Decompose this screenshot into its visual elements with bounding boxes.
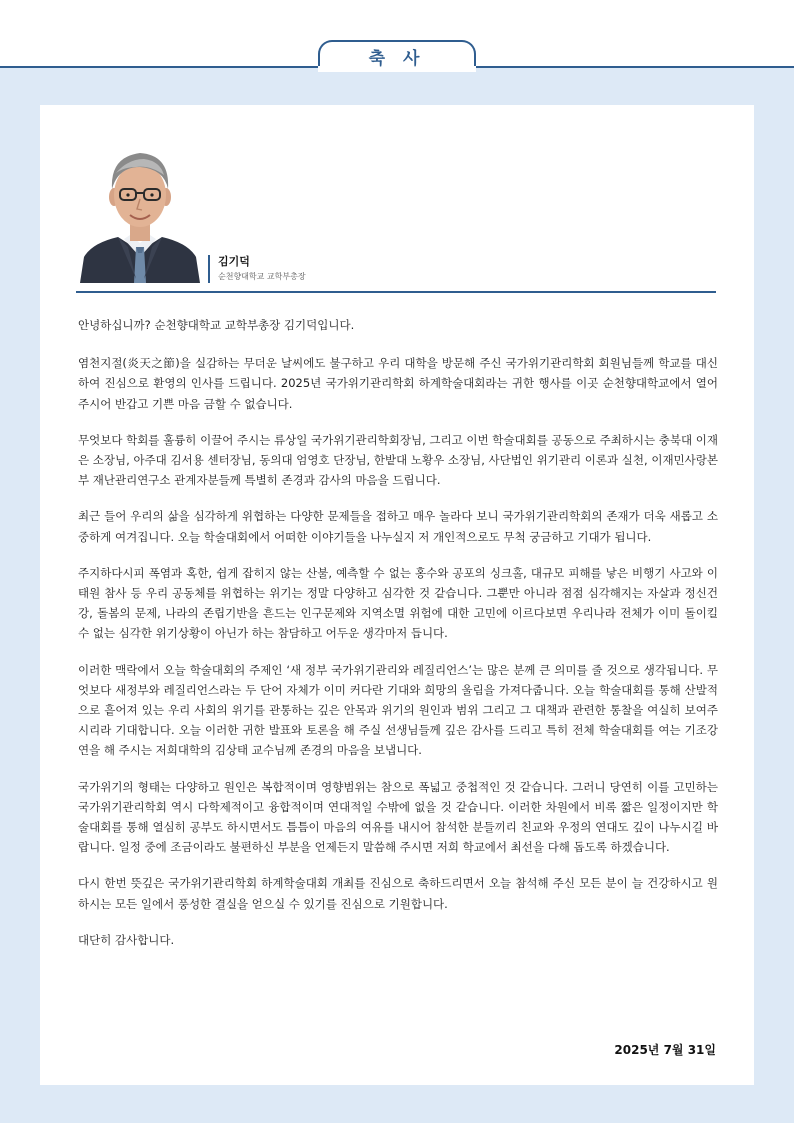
author-photo [78,139,202,283]
author-caption [208,255,306,283]
paragraph: 무엇보다 학회를 훌륭히 이끌어 주시는 류상일 국가위기관리학회장님, 그리고 이번 학술대회를 공동으로 주최하시는 충북대 이재은 소장님, 아주대 김서용 센터장님, 동의대 엄영호 단장님, 한밭대 노황우 소장님, 사단법인 위기관리 이론과 실천, 이재민사랑본부 재난관리연구소 관계자분들께 특별히 존경과 감사의 마음을 드립니다. [78,432,718,488]
page-title: 축 사 [368,49,426,69]
paragraph: 주지하다시피 폭염과 혹한, 쉽게 잡히지 않는 산불, 예측할 수 없는 홍수와 공포의 싱크홀, 대규모 피해를 낳은 비행기 사고와 이태원 참사 등 우리 공동체를 위협하는 위기는 정말 다양하고 심각한 것 같습니다. 그뿐만 아니라 점점 심각해지는 자살과 정신건강, 돌봄의 문제, 나라의 존립기반을 흔드는 인구문제와 지역소멸 위험에 대한 고민에 이르다보면 우리나라 전체가 이미 돌이킬 수 없는 심각한 위기상황이 아닌가 하는 참담하고 어두운 생각마저 듭니다. [78,565,718,641]
paragraph: 다시 한번 뜻깊은 국가위기관리학회 하계학술대회 개최를 진심으로 축하드리면서 오늘 참석해 주신 모든 분이 늘 건강하시고 원하시는 모든 일에서 풍성한 결실을 얻으실 수 있기를 진심으로 기원합니다. [78,876,718,911]
author-name: 김기덕 [218,255,250,268]
paragraph: 염천지절(炎天之節)을 실감하는 무더운 날씨에도 불구하고 우리 대학을 방문해 주신 국가위기관리학회 회원님들께 학교를 대신하여 진심으로 환영의 인사를 드립니다. 2025년 국가위기관리학회 하계학술대회라는 귀한 행사를 이곳 순천향대학교에서 열어 주시어 반갑고 기쁜 마음 금할 수 없습니다. [78,356,718,411]
author-affiliation: 순천향대학교 교학부총장 [218,272,306,281]
paragraph: 최근 들어 우리의 삶을 심각하게 위협하는 다양한 문제들을 접하고 매우 놀라다 보니 국가위기관리학회의 존재가 더욱 새롭고 소중하게 여겨집니다. 오늘 학술대회에서 어떠한 이야기들을 나누실지 저 개인적으로도 무척 궁금하고 기대가 됩니다. [78,509,718,544]
letter-panel [40,105,754,1085]
portrait-illustration [78,139,202,283]
paragraph: 이러한 맥락에서 오늘 학술대회의 주제인 ‘새 정부 국가위기관리와 레질리언스’는 많은 분께 큰 의미를 줄 것으로 생각됩니다. 무엇보다 새정부와 레질리언스라는 두 단어 자체가 이미 커다란 기대와 희망의 울림을 가져다줍니다. 오늘 학술대회를 통해 산발적으로 흩어져 있는 우리 사회의 위기를 관통하는 깊은 안목과 위기의 원인과 범위 그리고 그 대책과 관련한 통찰을 여실히 보여주시리라 기대합니다. 오늘 이러한 귀한 발표와 토론을 해 주실 선생님들께 깊은 감사를 드리고 특히 전체 학술대회를 여는 기조강연을 해 주시는 저희대학의 김상태 교수님께 존경의 마음을 보냅니다. [78,662,718,758]
closing-paragraph: 대단히 감사합니다. [78,932,175,947]
divider-line [76,291,716,293]
letter-date: 2025년 7월 31일 [614,1043,716,1057]
paragraph: 국가위기의 형태는 다양하고 원인은 복합적이며 영향범위는 참으로 폭넓고 중첩적인 것 같습니다. 그러니 당연히 이를 고민하는 국가위기관리학회 역시 다학제적이고 융합적이며 연대적일 수밖에 없을 것 같습니다. 이러한 차원에서 비록 짧은 일정이지만 학술대회를 통해 열심히 공부도 하시면서도 틈틈이 마음의 여유를 내시어 참석한 분들끼리 친교와 우정의 연대도 깊이 나누시길 바랍니다. 일정 중에 조금이라도 불편하신 부분을 언제든지 말씀해 주시면 저희 학교에서 최선을 다해 돕도록 하겠습니다. [78,779,718,855]
letter-body [78,315,718,966]
greeting-paragraph: 안녕하십니까? 순천향대학교 교학부총장 김기덕입니다. [78,318,355,332]
